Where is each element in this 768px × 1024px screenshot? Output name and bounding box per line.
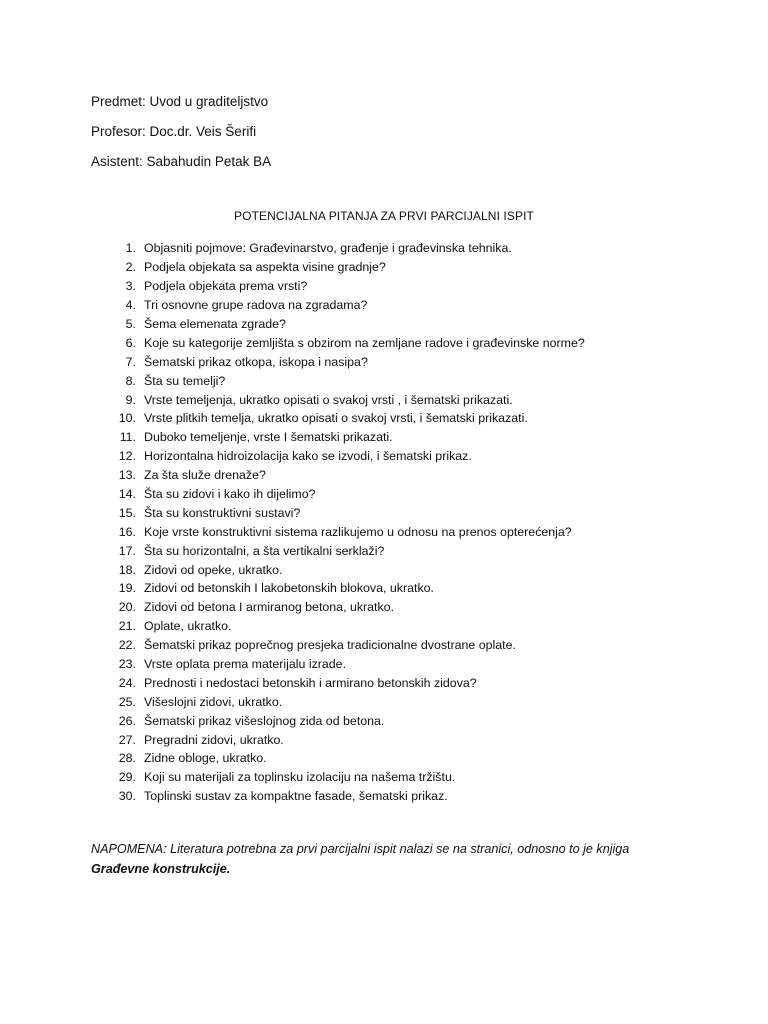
- question-item: [108, 371, 585, 390]
- question-item: [108, 485, 585, 504]
- question-number: 11.: [119, 430, 136, 445]
- question-text: Zidovi od betonskih I lakobetonskih blokova, ukratko.: [144, 581, 434, 596]
- question-number: 12.: [118, 449, 136, 464]
- question-item: [108, 409, 585, 428]
- question-item: [108, 315, 585, 334]
- question-item: [108, 787, 585, 806]
- question-number: 8.: [125, 373, 136, 388]
- question-item: [108, 560, 585, 579]
- question-item: [108, 673, 585, 692]
- question-text: Šta su temelji?: [144, 373, 226, 388]
- question-text: Podjela objekata prema vrsti?: [144, 279, 308, 294]
- note-text: NAPOMENA: Literatura potrebna za prvi parcijalni ispit nalazi se na stranici, odnosno to je knjiga: [91, 842, 630, 856]
- question-item: [108, 768, 585, 787]
- question-text: Vrste temeljenja, ukratko opisati o svakoj vrsti , i šematski prikazati.: [144, 392, 513, 407]
- assistant-line: Asistent: Sabahudin Petak BA: [91, 154, 272, 169]
- question-number: 18.: [118, 562, 136, 577]
- question-item: [108, 655, 585, 674]
- question-item: [108, 428, 585, 447]
- question-number: 26.: [118, 713, 136, 728]
- question-item: [108, 352, 585, 371]
- question-number: 24.: [118, 675, 136, 690]
- question-text: Koji su materijali za toplinsku izolaciju na našema tržištu.: [144, 770, 456, 785]
- question-number: 30.: [118, 789, 136, 804]
- question-number: 25.: [118, 694, 136, 709]
- question-item: [108, 503, 585, 522]
- question-number: 2.: [125, 260, 136, 275]
- question-number: 17.: [118, 543, 136, 558]
- question-item: [108, 296, 585, 315]
- question-text: Višeslojni zidovi, ukratko.: [144, 694, 283, 709]
- question-text: Šematski prikaz otkopa, iskopa i nasipa?: [144, 354, 368, 369]
- question-text: Za šta služe drenaže?: [144, 468, 266, 483]
- question-item: [108, 333, 585, 352]
- question-text: Objasniti pojmove: Građevinarstvo, građenje i građevinska tehnika.: [144, 241, 512, 256]
- question-text: Šta su horizontalni, a šta vertikalni serklaži?: [144, 543, 385, 558]
- question-text: Vrste plitkih temelja, ukratko opisati o svakoj vrsti, i šematski prikazati.: [144, 411, 528, 426]
- question-text: Šematski prikaz višeslojnog zida od betona.: [144, 713, 385, 728]
- question-item: [108, 749, 585, 768]
- question-text: Šema elemenata zgrade?: [144, 317, 286, 331]
- question-number: 15.: [118, 505, 136, 520]
- professor-line: Profesor: Doc.dr. Veis Šerifi: [91, 124, 257, 139]
- question-text: Zidovi od betona I armiranog betona, ukratko.: [144, 600, 395, 615]
- question-item: [108, 579, 585, 598]
- question-item: [108, 617, 585, 636]
- question-item: [108, 239, 585, 258]
- question-number: 7.: [125, 354, 136, 369]
- question-number: 3.: [125, 279, 136, 294]
- question-text: Duboko temeljenje, vrste I šematski prikazati.: [144, 430, 393, 445]
- question-number: 22.: [118, 638, 136, 653]
- question-text: Prednosti i nedostaci betonskih i armirano betonskih zidova?: [144, 675, 477, 690]
- question-text: Koje vrste konstruktivni sistema razlikujemo u odnosu na prenos opterećenja?: [144, 524, 572, 539]
- question-text: Šematski prikaz poprečnog presjeka tradicionalne dvostrane oplate.: [144, 638, 516, 653]
- question-text: Zidovi od opeke, ukratko.: [144, 562, 283, 577]
- document-title: POTENCIJALNA PITANJA ZA PRVI PARCIJALNI ISPIT: [234, 209, 534, 223]
- question-number: 21.: [118, 619, 136, 634]
- question-text: Koje su kategorije zemljišta s obzirom na zemljane radove i građevinske norme?: [144, 335, 585, 350]
- question-number: 23.: [118, 657, 136, 672]
- question-number: 10.: [118, 411, 136, 426]
- question-item: [108, 258, 585, 277]
- question-number: 27.: [118, 732, 136, 747]
- question-item: [108, 522, 585, 541]
- question-text: Oplate, ukratko.: [144, 619, 232, 634]
- question-text: Šta su zidovi i kako ih dijelimo?: [144, 487, 316, 502]
- question-number: 13.: [118, 468, 136, 483]
- question-item: [108, 730, 585, 749]
- question-number: 19.: [118, 581, 136, 596]
- question-number: 20.: [118, 600, 136, 615]
- question-item: [108, 390, 585, 409]
- question-number: 16.: [118, 524, 136, 539]
- question-item: [108, 541, 585, 560]
- question-list: [108, 239, 585, 806]
- question-number: 4.: [125, 298, 136, 313]
- question-item: [108, 711, 585, 730]
- question-number: 14.: [118, 487, 136, 502]
- question-text: Šta su konstruktivni sustavi?: [144, 505, 301, 520]
- question-number: 29.: [118, 770, 136, 785]
- question-number: 28.: [118, 751, 136, 766]
- note-book-title: Građevne konstrukcije.: [91, 862, 231, 876]
- question-item: [108, 598, 585, 617]
- question-text: Zidne obloge, ukratko.: [144, 751, 267, 766]
- question-number: 5.: [125, 317, 136, 331]
- question-text: Podjela objekata sa aspekta visine gradnje?: [144, 260, 386, 275]
- question-text: Tri osnovne grupe radova na zgradama?: [144, 298, 368, 313]
- question-text: Horizontalna hidroizolacija kako se izvodi, i šematski prikaz.: [144, 449, 472, 464]
- question-item: [108, 636, 585, 655]
- question-text: Toplinski sustav za kompaktne fasade, šematski prikaz.: [144, 789, 448, 804]
- question-text: Vrste oplata prema materijalu izrade.: [144, 657, 347, 672]
- question-item: [108, 692, 585, 711]
- subject-line: Predmet: Uvod u graditeljstvo: [91, 94, 269, 109]
- question-item: [108, 466, 585, 485]
- question-number: 6.: [125, 335, 136, 350]
- question-number: 1.: [125, 241, 136, 256]
- question-text: Pregradni zidovi, ukratko.: [144, 732, 284, 747]
- question-item: [108, 277, 585, 296]
- question-number: 9.: [125, 392, 136, 407]
- question-item: [108, 447, 585, 466]
